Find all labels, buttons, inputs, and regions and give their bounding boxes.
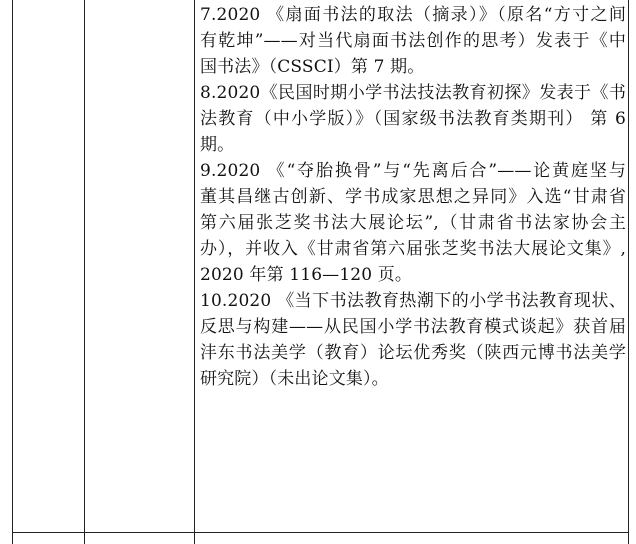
- entry-line: 董其昌继古创新、学书成家思想之异同》入选“甘肃省: [200, 187, 626, 207]
- publication-entry-10: [200, 288, 626, 392]
- entry-line: 研究院）（未出论文集）。: [200, 369, 389, 389]
- table-right-border: [628, 0, 629, 544]
- entry-line: 8.2020《民国时期小学书法技法教育初探》发表于《书: [200, 83, 626, 103]
- entry-line: 办），并收入《甘肃省第六届张芝奖书法大展论文集》,: [200, 239, 626, 259]
- entry-line: 法教育（中小学版）》（国家级书法教育类期刊） 第 6: [200, 109, 626, 129]
- table-column-divider-2: [194, 0, 195, 544]
- publication-entry-8: [200, 80, 626, 158]
- entry-line: 沣东书法美学（教育）论坛优秀奖（陕西元博书法美学: [200, 343, 626, 363]
- table-left-border: [12, 0, 13, 544]
- entry-line: 第六届张芝奖书法大展论坛”,（甘肃省书法家协会主: [200, 213, 626, 233]
- publication-entry-7: [200, 2, 626, 80]
- table-column-divider-1: [84, 0, 85, 544]
- publication-list-cell: [200, 2, 626, 392]
- publication-entry-9: [200, 158, 626, 288]
- entry-line: 7.2020 《扇面书法的取法（摘录）》（原名“方寸之间: [200, 5, 626, 25]
- table-bottom-border: [12, 532, 629, 533]
- entry-line: 9.2020 《“夺胎换骨”与“先离后合”——论黄庭坚与: [200, 161, 626, 181]
- entry-line: 期。: [200, 135, 235, 155]
- entry-line: 10.2020 《当下书法教育热潮下的小学书法教育现状、: [200, 291, 626, 311]
- entry-line: 有乾坤”——对当代扇面书法创作的思考）发表于《中: [200, 31, 626, 51]
- entry-line: 国书法》（CSSCI）第 7 期。: [200, 57, 425, 77]
- entry-line: 反思与构建——从民国小学书法教育模式谈起》获首届: [200, 317, 626, 337]
- entry-line: 2020 年第 116—120 页。: [200, 265, 413, 285]
